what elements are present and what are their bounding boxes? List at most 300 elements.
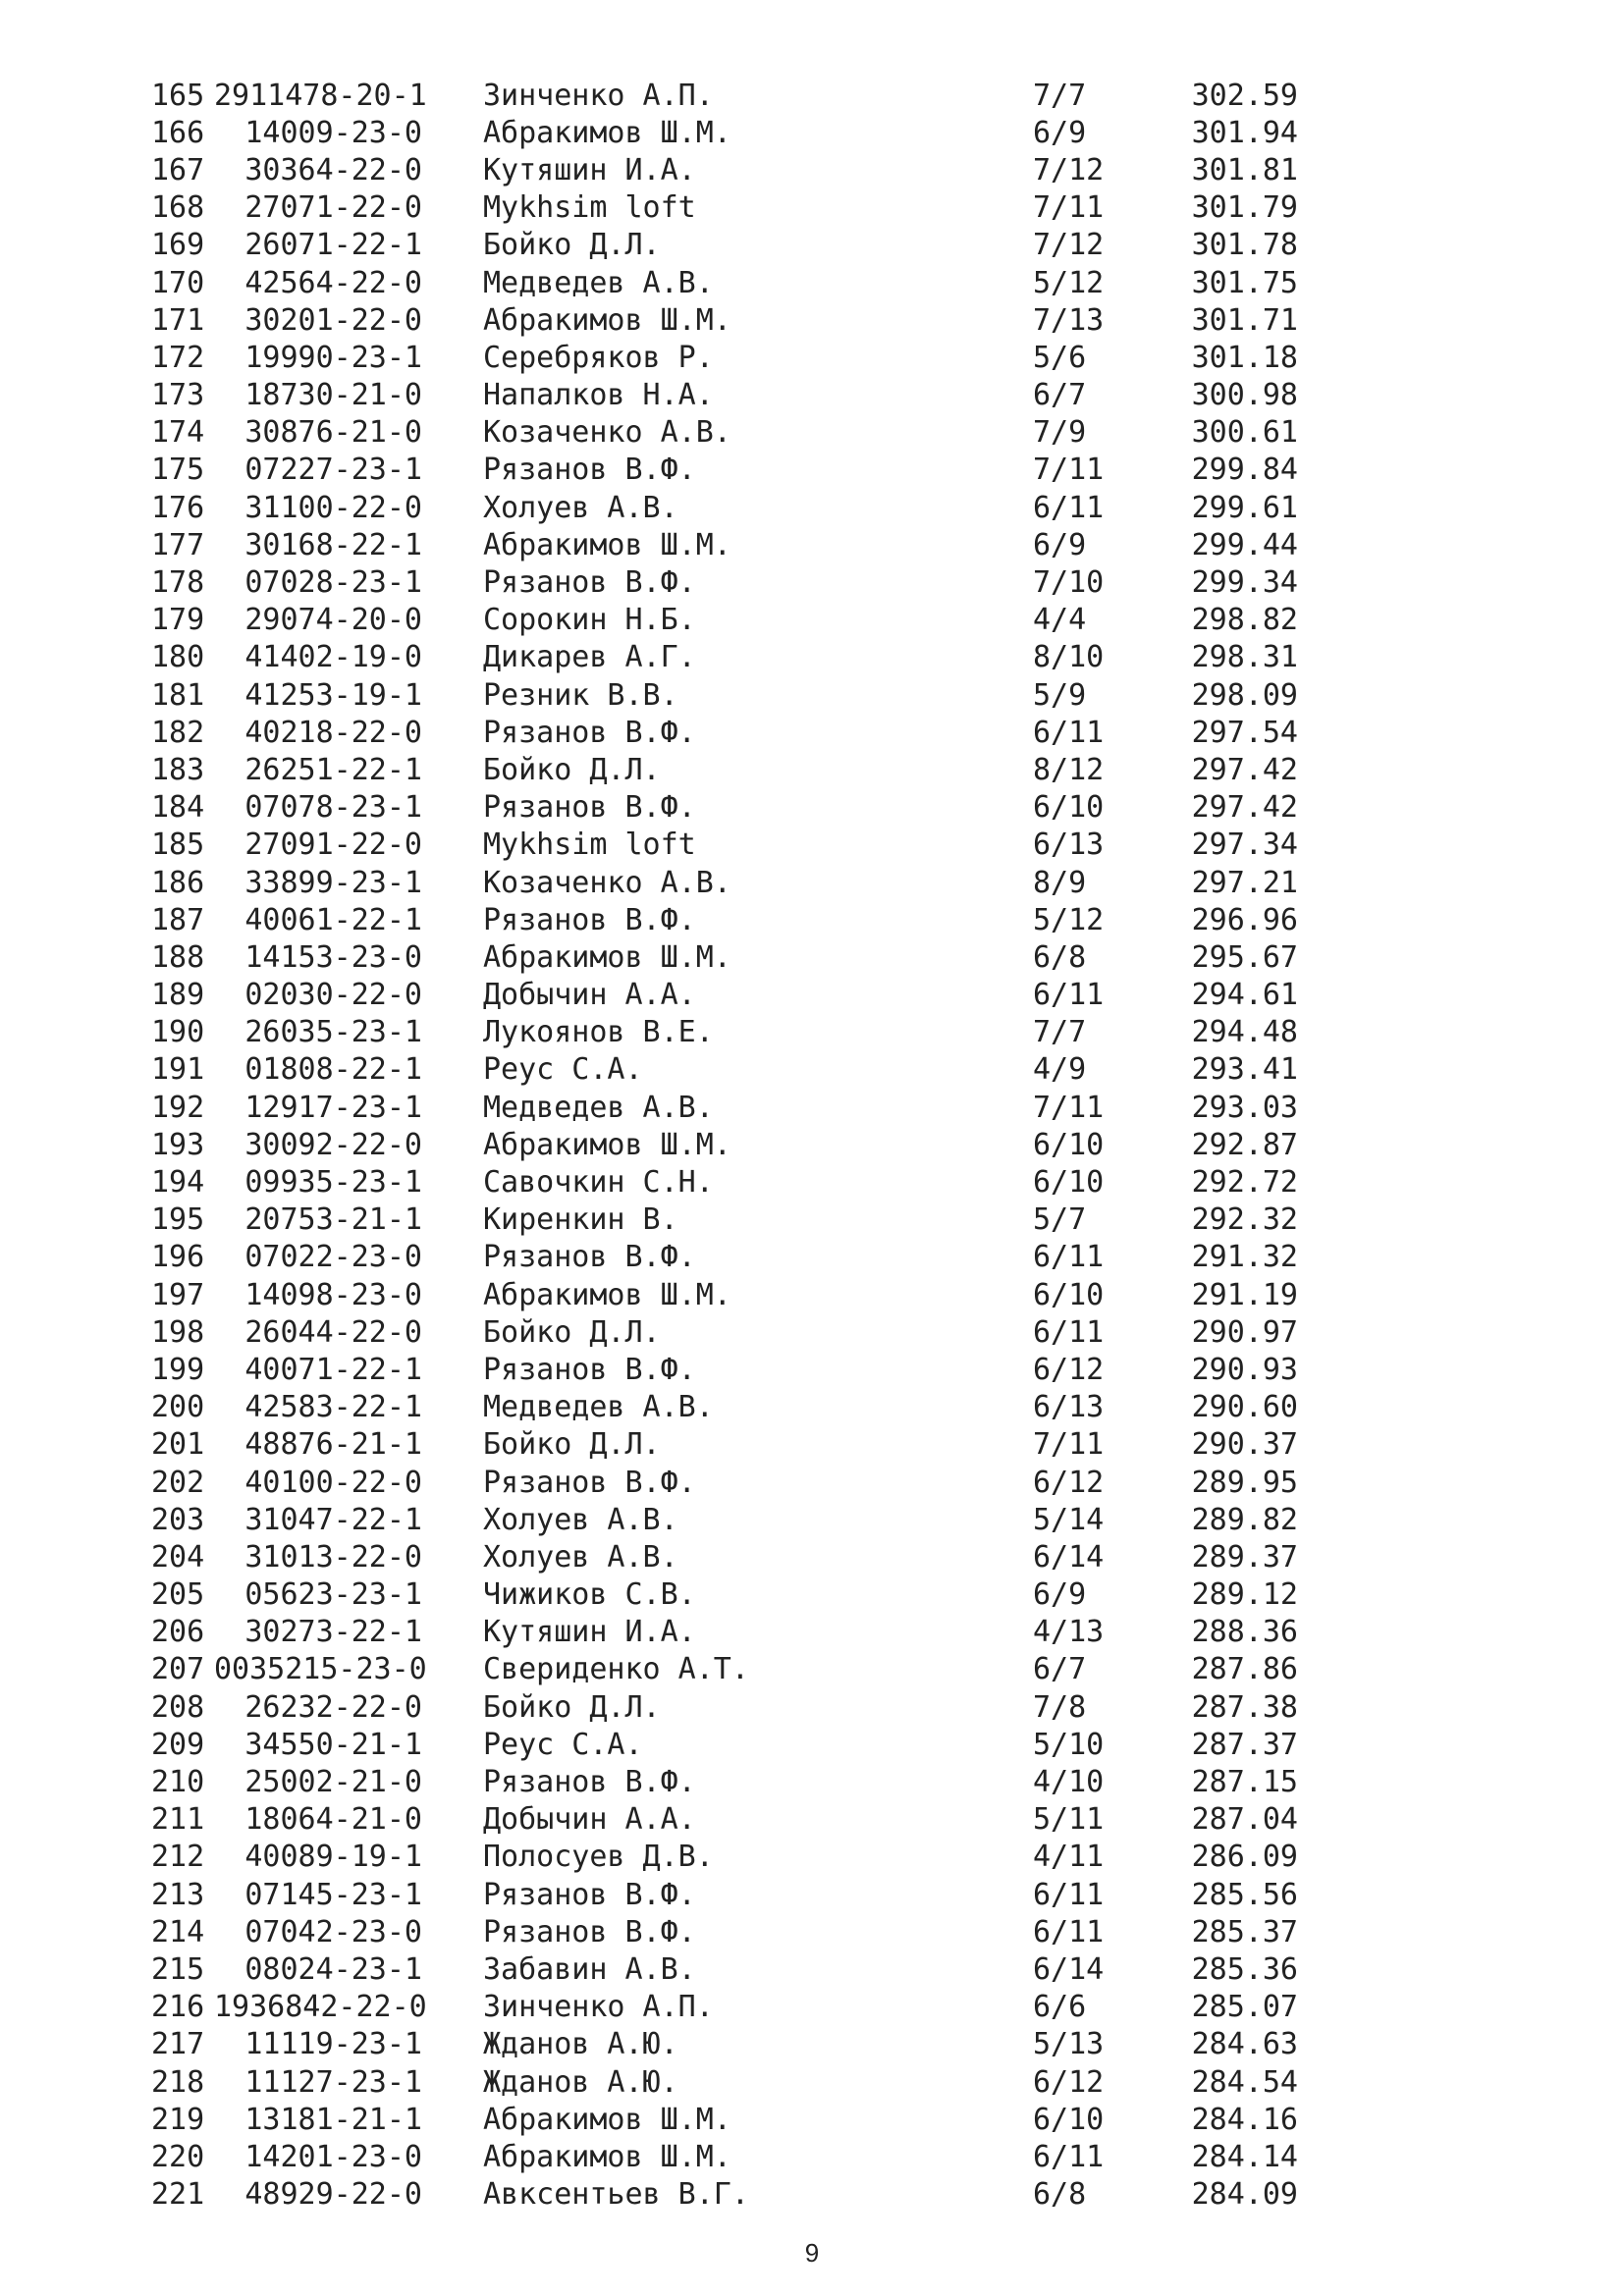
row-id: 31100-22-0 xyxy=(244,490,422,525)
row-score: 284.14 xyxy=(1191,2139,1298,2174)
row-score: 284.09 xyxy=(1191,2177,1298,2213)
row-ratio: 7/10 xyxy=(1033,565,1105,601)
row-number: 211 xyxy=(151,1802,205,1838)
row-score: 287.04 xyxy=(1191,1802,1298,1838)
row-ratio: 4/11 xyxy=(1033,1840,1105,1875)
row-number: 193 xyxy=(151,1127,205,1162)
row-score: 301.18 xyxy=(1191,340,1298,375)
row-id: 48876-21-1 xyxy=(244,1427,422,1463)
row-score: 285.36 xyxy=(1191,1951,1298,1987)
table-row xyxy=(151,1950,1428,1988)
row-number: 217 xyxy=(151,2027,205,2062)
row-ratio: 7/8 xyxy=(1033,1689,1087,1725)
row-ratio: 6/11 xyxy=(1033,1877,1105,1912)
row-ratio: 7/7 xyxy=(1033,1015,1087,1050)
table-row xyxy=(151,827,1428,864)
row-name: Козаченко А.В. xyxy=(483,415,731,451)
row-ratio: 5/12 xyxy=(1033,902,1105,937)
row-name: Добычин А.А. xyxy=(483,1802,696,1838)
table-row xyxy=(151,1538,1428,1575)
table-row xyxy=(151,1126,1428,1163)
row-name: Кутяшин И.А. xyxy=(483,152,696,187)
row-id: 07227-23-1 xyxy=(244,453,422,488)
row-ratio: 6/11 xyxy=(1033,490,1105,525)
row-number: 220 xyxy=(151,2139,205,2174)
row-ratio: 6/10 xyxy=(1033,1165,1105,1201)
row-id: 40071-22-1 xyxy=(244,1352,422,1387)
table-row xyxy=(151,264,1428,301)
table-row xyxy=(151,1051,1428,1089)
row-ratio: 6/6 xyxy=(1033,1990,1087,2025)
table-row xyxy=(151,1913,1428,1950)
row-ratio: 5/11 xyxy=(1033,1802,1105,1838)
row-id: 07078-23-1 xyxy=(244,790,422,826)
row-ratio: 7/7 xyxy=(1033,78,1087,113)
row-score: 293.41 xyxy=(1191,1052,1298,1088)
row-id: 07022-23-0 xyxy=(244,1240,422,1275)
row-ratio: 5/13 xyxy=(1033,2027,1105,2062)
row-number: 166 xyxy=(151,115,205,150)
row-id: 30364-22-0 xyxy=(244,152,422,187)
row-id: 34550-21-1 xyxy=(244,1727,422,1762)
row-name: Mykhsim loft xyxy=(483,190,696,226)
row-score: 289.37 xyxy=(1191,1539,1298,1575)
row-ratio: 6/10 xyxy=(1033,2102,1105,2137)
row-name: Бойко Д.Л. xyxy=(483,228,661,263)
row-id: 18730-21-0 xyxy=(244,378,422,413)
row-score: 296.96 xyxy=(1191,902,1298,937)
row-score: 287.38 xyxy=(1191,1689,1298,1725)
row-number: 190 xyxy=(151,1015,205,1050)
row-score: 285.07 xyxy=(1191,1990,1298,2025)
row-id: 41402-19-0 xyxy=(244,640,422,675)
table-row xyxy=(151,1426,1428,1464)
row-name: Сорокин Н.Б. xyxy=(483,603,696,638)
row-number: 168 xyxy=(151,190,205,226)
row-id: 14009-23-0 xyxy=(244,115,422,150)
row-ratio: 6/12 xyxy=(1033,1465,1105,1500)
row-number: 182 xyxy=(151,715,205,750)
row-score: 298.82 xyxy=(1191,603,1298,638)
row-name: Медведев А.В. xyxy=(483,1090,714,1125)
row-id: 40218-22-0 xyxy=(244,715,422,750)
table-row xyxy=(151,639,1428,676)
row-ratio: 5/14 xyxy=(1033,1502,1105,1537)
row-score: 299.61 xyxy=(1191,490,1298,525)
row-number: 214 xyxy=(151,1914,205,1949)
row-name: Забавин А.В. xyxy=(483,1951,696,1987)
row-name: Абракимов Ш.М. xyxy=(483,1277,731,1312)
table-row xyxy=(151,339,1428,376)
row-name: Абракимов Ш.М. xyxy=(483,2139,731,2174)
row-id: 25002-21-0 xyxy=(244,1765,422,1800)
table-row xyxy=(151,1726,1428,1763)
row-id: 11119-23-1 xyxy=(244,2027,422,2062)
row-number: 174 xyxy=(151,415,205,451)
table-row xyxy=(151,526,1428,563)
row-score: 299.44 xyxy=(1191,527,1298,562)
row-score: 288.36 xyxy=(1191,1615,1298,1650)
row-score: 285.56 xyxy=(1191,1877,1298,1912)
row-name: Козаченко А.В. xyxy=(483,865,731,900)
row-score: 290.37 xyxy=(1191,1427,1298,1463)
row-name: Абракимов Ш.М. xyxy=(483,302,731,338)
row-id: 31013-22-0 xyxy=(244,1539,422,1575)
row-score: 297.42 xyxy=(1191,752,1298,787)
row-score: 301.75 xyxy=(1191,265,1298,300)
row-ratio: 6/8 xyxy=(1033,2177,1087,2213)
row-name: Абракимов Ш.М. xyxy=(483,2102,731,2137)
row-name: Медведев А.В. xyxy=(483,1390,714,1425)
row-name: Рязанов В.Ф. xyxy=(483,1877,696,1912)
table-row xyxy=(151,377,1428,414)
row-name: Бойко Д.Л. xyxy=(483,1689,661,1725)
row-ratio: 7/12 xyxy=(1033,152,1105,187)
row-id: 30876-21-0 xyxy=(244,415,422,451)
row-id: 27091-22-0 xyxy=(244,828,422,863)
row-id: 12917-23-1 xyxy=(244,1090,422,1125)
row-name: Жданов А.Ю. xyxy=(483,2064,678,2100)
results-table xyxy=(151,77,1428,2214)
row-ratio: 4/10 xyxy=(1033,1765,1105,1800)
row-ratio: 5/9 xyxy=(1033,677,1087,713)
row-name: Чижиков С.В. xyxy=(483,1577,696,1613)
row-ratio: 6/11 xyxy=(1033,1914,1105,1949)
row-name: Зинченко А.П. xyxy=(483,1990,714,2025)
row-number: 181 xyxy=(151,677,205,713)
row-ratio: 6/11 xyxy=(1033,978,1105,1013)
table-row xyxy=(151,1351,1428,1388)
row-id: 18064-21-0 xyxy=(244,1802,422,1838)
row-score: 287.86 xyxy=(1191,1652,1298,1687)
row-number: 179 xyxy=(151,603,205,638)
row-name: Абракимов Ш.М. xyxy=(483,1127,731,1162)
row-ratio: 6/7 xyxy=(1033,1652,1087,1687)
row-ratio: 6/11 xyxy=(1033,1240,1105,1275)
row-id: 42564-22-0 xyxy=(244,265,422,300)
table-row xyxy=(151,714,1428,751)
row-id: 26044-22-0 xyxy=(244,1314,422,1350)
row-name: Рязанов В.Ф. xyxy=(483,453,696,488)
row-name: Рязанов В.Ф. xyxy=(483,1914,696,1949)
row-name: Рязанов В.Ф. xyxy=(483,1240,696,1275)
row-number: 189 xyxy=(151,978,205,1013)
row-ratio: 6/12 xyxy=(1033,2064,1105,2100)
row-ratio: 4/13 xyxy=(1033,1615,1105,1650)
row-score: 294.61 xyxy=(1191,978,1298,1013)
table-row xyxy=(151,2101,1428,2138)
row-score: 292.32 xyxy=(1191,1202,1298,1238)
table-row xyxy=(151,1276,1428,1313)
row-score: 299.34 xyxy=(1191,565,1298,601)
row-ratio: 6/13 xyxy=(1033,1390,1105,1425)
row-ratio: 4/4 xyxy=(1033,603,1087,638)
row-number: 201 xyxy=(151,1427,205,1463)
row-id: 30273-22-1 xyxy=(244,1615,422,1650)
table-row xyxy=(151,151,1428,188)
row-name: Дикарев А.Г. xyxy=(483,640,696,675)
row-number: 171 xyxy=(151,302,205,338)
row-name: Рязанов В.Ф. xyxy=(483,1465,696,1500)
row-name: Абракимов Ш.М. xyxy=(483,115,731,150)
row-number: 221 xyxy=(151,2177,205,2213)
row-id: 14153-23-0 xyxy=(244,939,422,975)
row-score: 292.72 xyxy=(1191,1165,1298,1201)
row-number: 198 xyxy=(151,1314,205,1350)
row-ratio: 8/9 xyxy=(1033,865,1087,900)
row-number: 177 xyxy=(151,527,205,562)
row-id: 14098-23-0 xyxy=(244,1277,422,1312)
row-name: Жданов А.Ю. xyxy=(483,2027,678,2062)
table-row xyxy=(151,1201,1428,1239)
row-name: Рязанов В.Ф. xyxy=(483,715,696,750)
row-name: Реус С.А. xyxy=(483,1052,643,1088)
row-ratio: 8/10 xyxy=(1033,640,1105,675)
page-number: 9 xyxy=(804,2238,820,2268)
row-name: Зинченко А.П. xyxy=(483,78,714,113)
table-row xyxy=(151,1576,1428,1614)
row-id: 20753-21-1 xyxy=(244,1202,422,1238)
row-name: Абракимов Ш.М. xyxy=(483,527,731,562)
row-number: 203 xyxy=(151,1502,205,1537)
row-name: Полосуев Д.В. xyxy=(483,1840,714,1875)
table-row xyxy=(151,1651,1428,1688)
row-name: Напалков Н.А. xyxy=(483,378,714,413)
row-name: Рязанов В.Ф. xyxy=(483,902,696,937)
table-row xyxy=(151,1801,1428,1839)
table-row xyxy=(151,452,1428,489)
table-row xyxy=(151,1014,1428,1051)
row-number: 186 xyxy=(151,865,205,900)
row-ratio: 6/10 xyxy=(1033,1277,1105,1312)
row-number: 184 xyxy=(151,790,205,826)
row-score: 298.09 xyxy=(1191,677,1298,713)
row-ratio: 6/14 xyxy=(1033,1539,1105,1575)
row-ratio: 7/9 xyxy=(1033,415,1087,451)
row-ratio: 7/11 xyxy=(1033,453,1105,488)
row-score: 299.84 xyxy=(1191,453,1298,488)
row-score: 300.98 xyxy=(1191,378,1298,413)
row-id: 2911478-20-1 xyxy=(214,78,427,113)
row-name: Бойко Д.Л. xyxy=(483,1314,661,1350)
row-name: Свериденко А.Т. xyxy=(483,1652,749,1687)
table-row xyxy=(151,2176,1428,2214)
table-row xyxy=(151,1239,1428,1276)
row-ratio: 6/11 xyxy=(1033,1314,1105,1350)
row-name: Рязанов В.Ф. xyxy=(483,790,696,826)
row-name: Киренкин В. xyxy=(483,1202,678,1238)
row-id: 30201-22-0 xyxy=(244,302,422,338)
row-number: 183 xyxy=(151,752,205,787)
row-name: Рязанов В.Ф. xyxy=(483,1765,696,1800)
table-row xyxy=(151,1839,1428,1876)
row-number: 213 xyxy=(151,1877,205,1912)
row-score: 297.34 xyxy=(1191,828,1298,863)
row-score: 293.03 xyxy=(1191,1090,1298,1125)
row-name: Добычин А.А. xyxy=(483,978,696,1013)
row-number: 207 xyxy=(151,1652,205,1687)
row-number: 194 xyxy=(151,1165,205,1201)
table-row xyxy=(151,114,1428,151)
row-name: Серебряков Р. xyxy=(483,340,714,375)
row-number: 197 xyxy=(151,1277,205,1312)
table-row xyxy=(151,2063,1428,2101)
table-row xyxy=(151,77,1428,114)
row-number: 200 xyxy=(151,1390,205,1425)
row-id: 40089-19-1 xyxy=(244,1840,422,1875)
row-number: 212 xyxy=(151,1840,205,1875)
table-row xyxy=(151,227,1428,264)
table-row xyxy=(151,1089,1428,1126)
row-id: 05623-23-1 xyxy=(244,1577,422,1613)
row-name: Холуев А.В. xyxy=(483,490,678,525)
row-score: 300.61 xyxy=(1191,415,1298,451)
row-score: 290.97 xyxy=(1191,1314,1298,1350)
row-id: 07145-23-1 xyxy=(244,1877,422,1912)
row-id: 48929-22-0 xyxy=(244,2177,422,2213)
row-score: 284.63 xyxy=(1191,2027,1298,2062)
row-score: 298.31 xyxy=(1191,640,1298,675)
row-number: 175 xyxy=(151,453,205,488)
table-row xyxy=(151,977,1428,1014)
row-number: 192 xyxy=(151,1090,205,1125)
row-id: 40061-22-1 xyxy=(244,902,422,937)
row-number: 208 xyxy=(151,1689,205,1725)
table-row xyxy=(151,789,1428,827)
table-row xyxy=(151,2026,1428,2063)
row-score: 290.60 xyxy=(1191,1390,1298,1425)
row-ratio: 5/12 xyxy=(1033,265,1105,300)
row-score: 289.12 xyxy=(1191,1577,1298,1613)
row-ratio: 7/11 xyxy=(1033,1427,1105,1463)
row-ratio: 7/13 xyxy=(1033,302,1105,338)
row-ratio: 6/10 xyxy=(1033,1127,1105,1162)
row-id: 02030-22-0 xyxy=(244,978,422,1013)
row-name: Абракимов Ш.М. xyxy=(483,939,731,975)
table-row xyxy=(151,2138,1428,2175)
row-ratio: 7/12 xyxy=(1033,228,1105,263)
row-ratio: 5/7 xyxy=(1033,1202,1087,1238)
row-number: 196 xyxy=(151,1240,205,1275)
row-id: 30092-22-0 xyxy=(244,1127,422,1162)
row-ratio: 6/7 xyxy=(1033,378,1087,413)
row-id: 1936842-22-0 xyxy=(214,1990,427,2025)
table-row xyxy=(151,901,1428,938)
row-ratio: 6/9 xyxy=(1033,1577,1087,1613)
row-ratio: 6/11 xyxy=(1033,2139,1105,2174)
table-row xyxy=(151,1464,1428,1501)
row-id: 11127-23-1 xyxy=(244,2064,422,2100)
row-id: 33899-23-1 xyxy=(244,865,422,900)
row-name: Холуев А.В. xyxy=(483,1539,678,1575)
table-row xyxy=(151,414,1428,452)
row-ratio: 6/11 xyxy=(1033,715,1105,750)
row-ratio: 4/9 xyxy=(1033,1052,1087,1088)
row-number: 165 xyxy=(151,78,205,113)
row-id: 31047-22-1 xyxy=(244,1502,422,1537)
row-number: 185 xyxy=(151,828,205,863)
row-number: 169 xyxy=(151,228,205,263)
row-name: Лукоянов В.Е. xyxy=(483,1015,714,1050)
row-number: 219 xyxy=(151,2102,205,2137)
row-ratio: 6/9 xyxy=(1033,115,1087,150)
row-name: Холуев А.В. xyxy=(483,1502,678,1537)
row-score: 301.79 xyxy=(1191,190,1298,226)
row-name: Кутяшин И.А. xyxy=(483,1615,696,1650)
row-score: 301.71 xyxy=(1191,302,1298,338)
table-row xyxy=(151,1688,1428,1726)
row-ratio: 5/10 xyxy=(1033,1727,1105,1762)
row-number: 170 xyxy=(151,265,205,300)
row-score: 289.95 xyxy=(1191,1465,1298,1500)
row-score: 285.37 xyxy=(1191,1914,1298,1949)
row-number: 206 xyxy=(151,1615,205,1650)
row-score: 286.09 xyxy=(1191,1840,1298,1875)
table-row xyxy=(151,189,1428,227)
row-number: 187 xyxy=(151,902,205,937)
row-id: 0035215-23-0 xyxy=(214,1652,427,1687)
row-number: 195 xyxy=(151,1202,205,1238)
row-ratio: 8/12 xyxy=(1033,752,1105,787)
table-row xyxy=(151,938,1428,976)
row-name: Медведев А.В. xyxy=(483,265,714,300)
row-score: 297.54 xyxy=(1191,715,1298,750)
row-id: 09935-23-1 xyxy=(244,1165,422,1201)
row-name: Авксентьев В.Г. xyxy=(483,2177,749,2213)
row-ratio: 6/12 xyxy=(1033,1352,1105,1387)
row-ratio: 7/11 xyxy=(1033,190,1105,226)
row-name: Рязанов В.Ф. xyxy=(483,565,696,601)
row-id: 08024-23-1 xyxy=(244,1951,422,1987)
table-row xyxy=(151,1614,1428,1651)
table-row xyxy=(151,1313,1428,1351)
row-score: 291.32 xyxy=(1191,1240,1298,1275)
row-score: 301.78 xyxy=(1191,228,1298,263)
row-score: 302.59 xyxy=(1191,78,1298,113)
row-score: 294.48 xyxy=(1191,1015,1298,1050)
row-score: 289.82 xyxy=(1191,1502,1298,1537)
row-ratio: 6/13 xyxy=(1033,828,1105,863)
row-score: 301.94 xyxy=(1191,115,1298,150)
row-score: 297.21 xyxy=(1191,865,1298,900)
table-row xyxy=(151,1989,1428,2026)
row-number: 167 xyxy=(151,152,205,187)
table-row xyxy=(151,676,1428,714)
row-id: 27071-22-0 xyxy=(244,190,422,226)
row-number: 191 xyxy=(151,1052,205,1088)
row-score: 295.67 xyxy=(1191,939,1298,975)
row-id: 29074-20-0 xyxy=(244,603,422,638)
row-number: 178 xyxy=(151,565,205,601)
row-number: 176 xyxy=(151,490,205,525)
row-score: 297.42 xyxy=(1191,790,1298,826)
row-id: 13181-21-1 xyxy=(244,2102,422,2137)
row-name: Реус С.А. xyxy=(483,1727,643,1762)
row-score: 291.19 xyxy=(1191,1277,1298,1312)
row-score: 284.54 xyxy=(1191,2064,1298,2100)
row-name: Рязанов В.Ф. xyxy=(483,1352,696,1387)
row-score: 290.93 xyxy=(1191,1352,1298,1387)
table-row xyxy=(151,1763,1428,1800)
table-row xyxy=(151,751,1428,788)
table-row xyxy=(151,1876,1428,1913)
row-number: 173 xyxy=(151,378,205,413)
row-name: Бойко Д.Л. xyxy=(483,1427,661,1463)
row-number: 210 xyxy=(151,1765,205,1800)
row-number: 215 xyxy=(151,1951,205,1987)
row-ratio: 6/9 xyxy=(1033,527,1087,562)
row-number: 209 xyxy=(151,1727,205,1762)
